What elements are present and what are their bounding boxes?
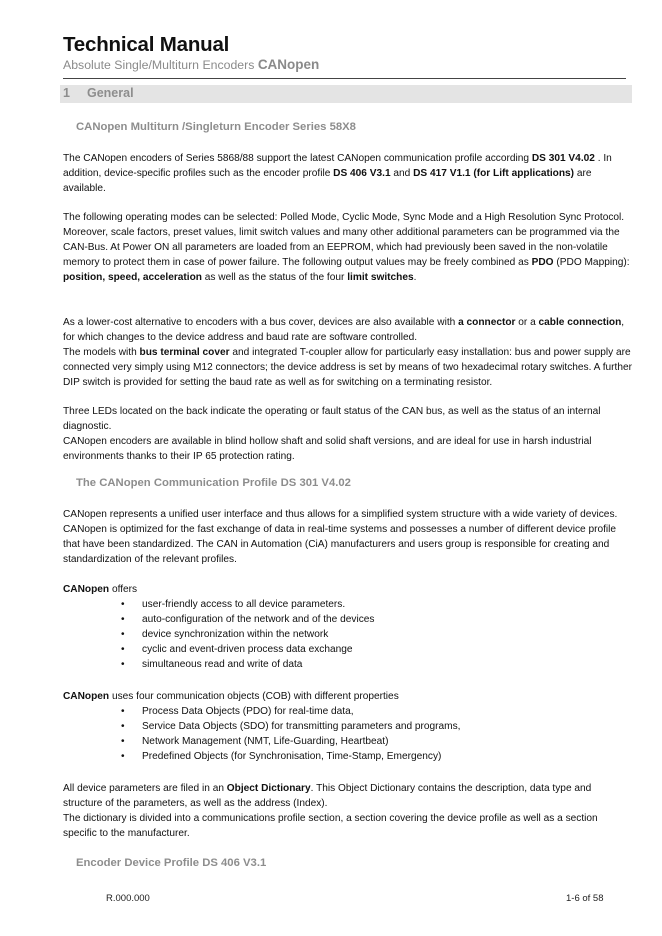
- paragraph-canopen-overview: CANopen represents a unified user interface and thus allows for a simplified system structure with a wide variety of devices. CANopen is optimized for the fast exchange of data in real-time systems and possesses a number of different device profile that have been standardized. The CAN in Automation (CiA) manufacturers and users group is responsible for creating and standardization of the relevant profiles.: [63, 509, 618, 565]
- brand-name: CANopen: [257, 57, 320, 72]
- footer-page-number: 1-6 of 58: [566, 893, 604, 904]
- list-item: • device synchronization within the network: [121, 629, 329, 640]
- paragraph-connector: As a lower-cost alternative to encoders with a bus cover, devices are also available with a connector or a cable connection, for which changes to the device address and baud rate are software controlled.: [63, 317, 625, 343]
- paragraph-object-dictionary: All device parameters are filed in an Object Dictionary. This Object Dictionary contains the description, data type and structure of the parameters, as well as the address (Index).: [63, 783, 592, 809]
- offers-lead: CANopen offers: [63, 584, 138, 595]
- section-number: 1: [63, 86, 70, 100]
- section-heading: [60, 85, 632, 103]
- subheading-device-profile: Encoder Device Profile DS 406 V3.1: [76, 857, 267, 869]
- cob-lead: CANopen uses four communication objects (COB) with different properties: [63, 691, 399, 702]
- list-item: • Service Data Objects (SDO) for transmitting parameters and programs,: [121, 721, 461, 732]
- page-title: Technical Manual: [63, 33, 230, 56]
- subheading-communication-profile: The CANopen Communication Profile DS 301 V4.02: [76, 477, 351, 489]
- list-item: • cyclic and event-driven process data exchange: [121, 644, 353, 655]
- paragraph-shaft-versions: CANopen encoders are available in blind hollow shaft and solid shaft versions, and are ideal for use in harsh industrial environments thanks to their IP 65 protection rating.: [63, 436, 592, 462]
- cob-list: [63, 704, 461, 764]
- list-item: • simultaneous read and write of data: [121, 659, 303, 670]
- header-rule: [63, 78, 626, 79]
- paragraph-intro: The CANopen encoders of Series 5868/88 support the latest CANopen communication profile according DS 301 V4.02 . In addition, device-specific profiles such as the encoder profile DS 406 V3.1 and DS 417 V1.1 (for Lift applications) are available.: [63, 153, 612, 194]
- paragraph-leds: Three LEDs located on the back indicate the operating or fault status of the CAN bus, as well as the status of an internal diagnostic.: [63, 406, 601, 432]
- paragraph-dictionary-sections: The dictionary is divided into a communications profile section, a section covering the device profile as well as a section specific to the manufacturer.: [63, 813, 598, 839]
- list-item: • Network Management (NMT, Life-Guarding, Heartbeat): [121, 736, 389, 747]
- list-item: • Process Data Objects (PDO) for real-time data,: [121, 706, 354, 717]
- paragraph-bus-terminal: The models with bus terminal cover and integrated T-coupler allow for particularly easy installation: bus and power supply are connected very simply using M12 connectors; the device address is set by means of two hexadecimal rotary switches. A further DIP switch is provided for setting the baud rate as well as for switching on a terminating resistor.: [63, 347, 632, 388]
- subheading-encoder-series: CANopen Multiturn /Singleturn Encoder Series 58X8: [76, 121, 356, 133]
- page-subtitle: Absolute Single/Multiturn Encoders CANopen: [63, 57, 320, 72]
- list-item: • auto-configuration of the network and of the devices: [121, 614, 375, 625]
- paragraph-operating-modes: The following operating modes can be selected: Polled Mode, Cyclic Mode, Sync Mode and a High Resolution Sync Protocol. Moreover, scale factors, preset values, limit switch values and many other additional parameters can be programmed via the CAN-Bus. At Power ON all parameters are loaded from an EEPROM, which had previously been saved in the non-volatile memory to protect them in case of power failure. The following output values may be freely combined as PDO (PDO Mapping): position, speed, acceleration as well as the status of the four limit switches.: [63, 212, 630, 283]
- list-item: • user-friendly access to all device parameters.: [121, 599, 346, 610]
- footer-doc-number: R.000.000: [106, 893, 150, 904]
- section-title: General: [87, 86, 134, 100]
- list-item: • Predefined Objects (for Synchronisation, Time-Stamp, Emergency): [121, 751, 442, 762]
- offers-list: [63, 597, 374, 672]
